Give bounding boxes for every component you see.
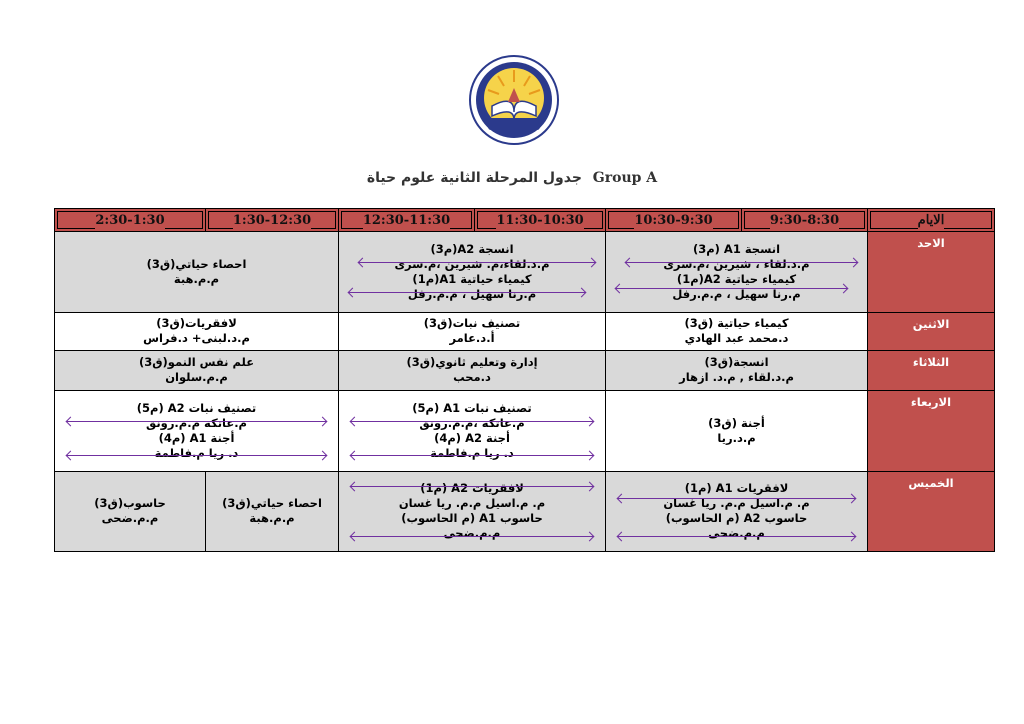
sunday-slot-1: انسجة A1 (م3) م.د.لقاء ، شيرين ،م.سرى كيمياء حياتية A2(م1) م.رنا سهيل ، م.م.رفل bbox=[606, 232, 868, 312]
header-time-2: 10:30-9:30 bbox=[606, 209, 742, 232]
span-arrow bbox=[67, 421, 326, 422]
tuesday-slot-1: انسجة(ق3) م.د.لقاء , م.د. ازهار bbox=[606, 350, 868, 390]
wednesday-slot-3: تصنيف نبات A2 (م5) م.عاتكة م.م.رونق أجنة A1 (م4) د. ريا م.فاطمة bbox=[55, 391, 339, 471]
thursday-slot-3b: حاسوب(ق3) م.م.ضحى bbox=[55, 471, 206, 551]
span-arrow bbox=[618, 536, 855, 537]
row-sunday bbox=[55, 232, 995, 312]
monday-slot-1: كيمياء حياتية (ق3) د.محمد عبد الهادي bbox=[606, 312, 868, 350]
header-time-3: 11:30-10:30 bbox=[475, 209, 606, 232]
span-arrow bbox=[349, 292, 585, 293]
day-tuesday: الثلاثاء bbox=[868, 350, 995, 390]
thursday-slot-3a: احصاء حياتي(ق3) م.م.هبة bbox=[206, 471, 339, 551]
wednesday-slot-2: تصنيف نبات A1 (م5) م.عاتكة ،م.م.رونق أجنة A2 (م4) د. ريا م.فاطمة bbox=[339, 391, 606, 471]
schedule-table bbox=[54, 208, 995, 552]
monday-slot-2: تصنيف نبات(ق3) أ.د.عامر bbox=[339, 312, 606, 350]
day-thursday: الخميس bbox=[868, 471, 995, 551]
day-monday: الاثنين bbox=[868, 312, 995, 350]
span-arrow bbox=[351, 455, 593, 456]
wednesday-slot-1: أجنة (ق3) م.د.ريا bbox=[606, 391, 868, 471]
span-arrow bbox=[626, 262, 857, 263]
span-arrow bbox=[351, 536, 593, 537]
span-arrow bbox=[67, 455, 326, 456]
span-arrow bbox=[616, 288, 847, 289]
span-arrow bbox=[351, 486, 593, 487]
day-wednesday: الاربعاء bbox=[868, 391, 995, 471]
row-tuesday bbox=[55, 350, 995, 390]
header-time-4: 12:30-11:30 bbox=[339, 209, 475, 232]
monday-slot-3: لافقريات(ق3) م.د.لبنى+ د.فراس bbox=[55, 312, 339, 350]
sunday-slot-3: احصاء حياتي(ق3) م.م.هبة bbox=[55, 232, 339, 312]
header-row bbox=[55, 209, 995, 232]
header-time-6: 2:30-1:30 bbox=[55, 209, 206, 232]
row-thursday bbox=[55, 471, 995, 551]
title-group: Group A bbox=[592, 170, 658, 186]
schedule-title bbox=[0, 170, 1024, 186]
span-arrow bbox=[351, 421, 593, 422]
span-arrow bbox=[618, 498, 855, 499]
thursday-slot-1: لافقريات A1 (م1) م. م.اسيل م.م. ريا غسان حاسوب A2 (م الحاسوب) م.م.ضحى bbox=[606, 471, 868, 551]
header-days: الايام bbox=[868, 209, 995, 232]
row-monday bbox=[55, 312, 995, 350]
day-sunday: الاحد bbox=[868, 232, 995, 312]
header-time-5: 1:30-12:30 bbox=[206, 209, 339, 232]
tuesday-slot-3: علم نفس النمو(ق3) م.م.سلوان bbox=[55, 350, 339, 390]
sunday-slot-2: انسجة A2(م3) م.د.لقاء،م. شيرين ،م.سرى كيمياء حياتية A1(م1) م.رنا سهيل ، م.م.رفل bbox=[339, 232, 606, 312]
span-arrow bbox=[359, 262, 595, 263]
header-time-1: 9:30-8:30 bbox=[742, 209, 868, 232]
row-wednesday bbox=[55, 391, 995, 471]
tuesday-slot-2: إدارة وتعليم ثانوي(ق3) د.محب bbox=[339, 350, 606, 390]
college-logo bbox=[468, 54, 560, 146]
title-arabic: جدول المرحلة الثانية علوم حياة bbox=[366, 170, 582, 186]
thursday-slot-2: لافقريات A2 (م1) م. م.اسيل م.م. ريا غسان حاسوب A1 (م الحاسوب) م.م.ضحى bbox=[339, 471, 606, 551]
